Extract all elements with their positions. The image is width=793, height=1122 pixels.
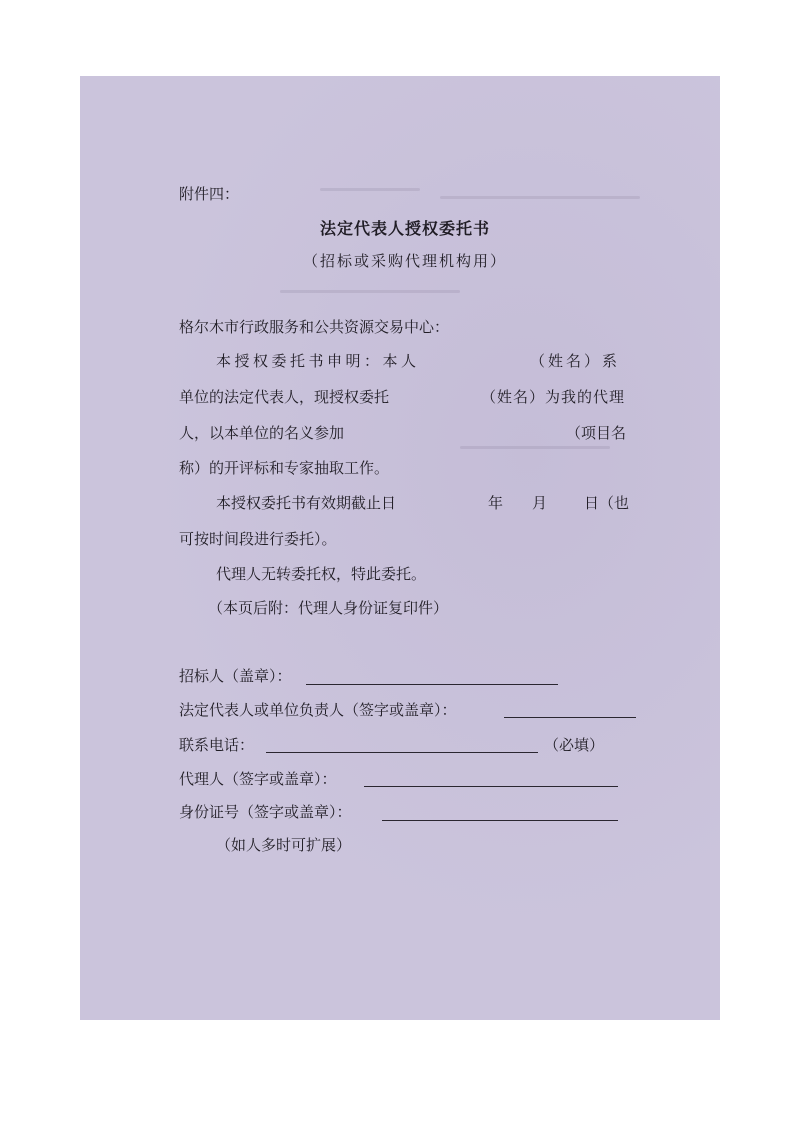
- paragraph-4-text: （本页后附：代理人身份证复印件）: [208, 599, 449, 617]
- paragraph-2-month: 月: [532, 494, 548, 512]
- bleed-through-mark: [320, 188, 420, 191]
- agent-label: 代理人（签字或盖章）：: [179, 770, 337, 788]
- phone-input-line[interactable]: [266, 752, 538, 753]
- document-subtitle: （招标或采购代理机构用）: [303, 252, 508, 270]
- id-number-label: 身份证号（签字或盖章）：: [179, 803, 352, 821]
- tenderer-label: 招标人（盖章）：: [179, 667, 292, 685]
- paragraph-2-day: 日（也: [584, 494, 630, 512]
- tenderer-signature-line[interactable]: [306, 684, 558, 685]
- document-title: 法定代表人授权委托书: [320, 219, 491, 238]
- bleed-through-mark: [460, 446, 610, 449]
- paragraph-1-text: 本授权委托书申明：本人: [216, 352, 420, 370]
- paragraph-2-text: 本授权委托书有效期截止日: [216, 494, 397, 512]
- paragraph-1-text: 人，以本单位的名义参加: [179, 424, 345, 442]
- paragraph-1-text: （项目名: [566, 424, 627, 442]
- paragraph-2-year: 年: [488, 494, 504, 512]
- phone-label: 联系电话：: [179, 736, 255, 754]
- paragraph-2-text: 可按时间段进行委托）。: [179, 530, 337, 548]
- addressee: 格尔木市行政服务和公共资源交易中心：: [179, 318, 450, 336]
- legal-rep-label: 法定代表人或单位负责人（签字或盖章）：: [179, 701, 457, 719]
- attachment-label: 附件四：: [179, 185, 240, 203]
- paragraph-1-text: 称）的开评标和专家抽取工作。: [179, 459, 390, 477]
- bleed-through-mark: [280, 290, 460, 293]
- paragraph-1-text: 单位的法定代表人，现授权委托: [179, 388, 390, 406]
- expand-note: （如人多时可扩展）: [216, 836, 352, 854]
- bleed-through-mark: [440, 196, 640, 199]
- legal-rep-signature-line[interactable]: [504, 717, 636, 718]
- phone-required-note: （必填）: [544, 736, 605, 754]
- id-number-input-line[interactable]: [382, 820, 618, 821]
- paragraph-3-text: 代理人无转委托权，特此委托。: [216, 565, 427, 583]
- paragraph-1-text: （姓名）系: [530, 352, 621, 370]
- document-sheet: [80, 76, 720, 1020]
- paragraph-1-text: （姓名）为我的代理: [481, 388, 626, 406]
- agent-signature-line[interactable]: [364, 786, 618, 787]
